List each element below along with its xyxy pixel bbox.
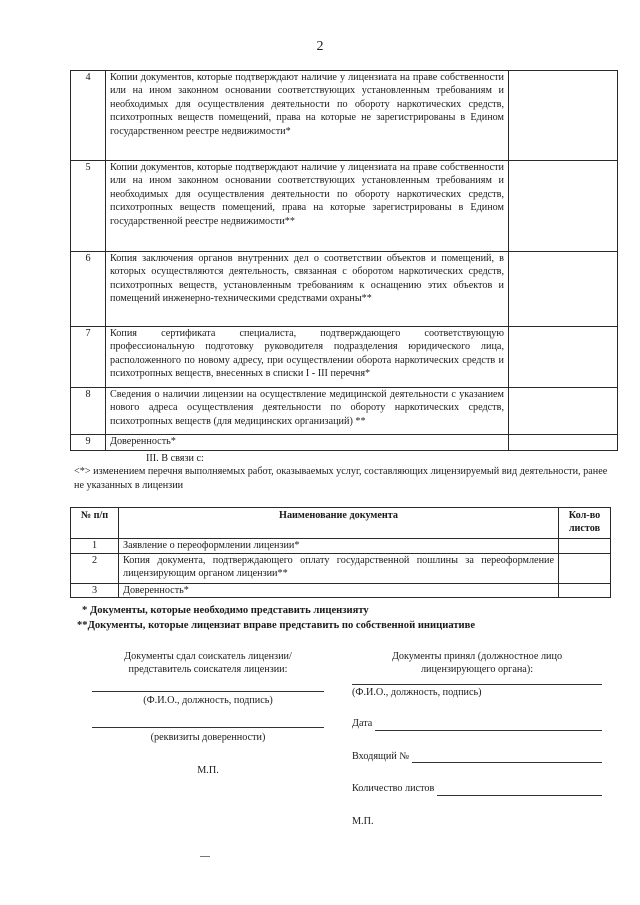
sheet-count-field	[352, 782, 602, 795]
table-row	[71, 538, 611, 553]
row-number: 1	[71, 538, 119, 553]
received-caption: Документы принял (должностное лицо лицензирующего органа):	[391, 651, 563, 676]
documents-table	[70, 70, 618, 451]
signature-line	[92, 691, 324, 692]
power-of-attorney-line	[92, 727, 324, 728]
table-row	[71, 327, 618, 388]
column-header-name: Наименование документа	[119, 508, 559, 539]
column-header-number: № п/п	[71, 508, 119, 539]
received-by-block	[352, 650, 602, 828]
table-row	[71, 435, 618, 451]
table-row	[71, 553, 611, 583]
column-header-count: Кол-во листов	[559, 508, 611, 539]
reasons-text: <*> изменением перечня выполняемых работ, оказываемых услуг, составляющих лицензируемый вид деятельности, ранее не указанных в лицензии	[74, 466, 608, 491]
submitted-caption: Документы сдал соискатель лицензии/ представитель соискателя лицензии:	[124, 651, 292, 676]
sheet-count-cell	[509, 252, 618, 327]
sheet-count-cell	[509, 71, 618, 161]
date-field	[352, 717, 602, 730]
table-row	[71, 161, 618, 252]
date-label: Дата	[352, 718, 373, 730]
row-number: 7	[71, 327, 106, 388]
reasons-section	[74, 452, 614, 492]
sheet-count-line	[437, 785, 602, 796]
sheet-count-cell	[559, 583, 611, 597]
reasons-heading: III. В связи с:	[146, 453, 204, 464]
table-row	[71, 71, 618, 161]
row-number: 9	[71, 435, 106, 451]
reissue-documents-table	[70, 507, 611, 598]
submitted-by-block	[92, 650, 324, 777]
page-number: 2	[316, 39, 324, 54]
sheet-count-label: Количество листов	[352, 783, 435, 795]
table-row	[71, 583, 611, 597]
row-number: 8	[71, 388, 106, 435]
date-line	[375, 720, 602, 731]
signature-label: (Ф.И.О., должность, подпись)	[352, 686, 482, 698]
row-number: 5	[71, 161, 106, 252]
sheet-count-cell	[509, 327, 618, 388]
document-name: Копия сертификата специалиста, подтверждающего соответствующую профессиональную подготовку руководителя подразделения юридического лица, расположенного по новому адресу, при осуществлении оборота наркотических средств и психотропных веществ, внесенных в списки I - III перечня*	[106, 327, 509, 388]
sheet-count-cell	[509, 435, 618, 451]
document-name: Копия документа, подтверждающего оплату государственной пошлины за переоформление лицензирующим органом лицензии**	[119, 553, 559, 583]
table-header-row	[71, 508, 611, 539]
signature-label: (Ф.И.О., должность, подпись)	[143, 694, 273, 706]
signature-line	[352, 684, 602, 685]
sheet-count-cell	[559, 538, 611, 553]
row-number: 3	[71, 583, 119, 597]
sheet-count-cell	[559, 553, 611, 583]
document-name: Копии документов, которые подтверждают наличие у лицензиата на праве собственности или на ином законном основании соответствующих установленным требованиям и необходимых для осуществления деятельности по обороту наркотических средств, психотропных веществ помещений, права на которые не зарегистрированы в Едином государственном реестре недвижимости*	[106, 71, 509, 161]
document-name: Копии документов, которые подтверждают наличие у лицензиата на праве собственности или на ином законном основании соответствующих установленным требованиям и необходимых для осуществления деятельности по обороту наркотических средств, психотропных веществ помещений, права на которые зарегистрированы в Едином государственной реестре недвижимости**	[106, 161, 509, 252]
document-name: Доверенность*	[119, 583, 559, 597]
footnotes	[77, 603, 476, 634]
incoming-number-line	[412, 752, 602, 763]
document-name: Сведения о наличии лицензии на осуществление медицинской деятельности с указанием нового адреса осуществления деятельности по обороту наркотических средств, психотропных веществ (для медицинских организаций) **	[106, 388, 509, 435]
stamp-placeholder: М.П.	[197, 764, 219, 776]
table-row	[71, 388, 618, 435]
incoming-number-field	[352, 750, 602, 763]
incoming-number-label: Входящий №	[352, 750, 410, 762]
row-number: 4	[71, 71, 106, 161]
sheet-count-cell	[509, 161, 618, 252]
table-row	[71, 252, 618, 327]
power-of-attorney-label: (реквизиты доверенности)	[150, 732, 266, 744]
footnote-required: * Документы, которые необходимо представить лицензияту	[82, 605, 369, 616]
row-number: 2	[71, 553, 119, 583]
stamp-placeholder: М.П.	[352, 815, 374, 827]
document-name: Копия заключения органов внутренних дел о соответствии объектов и помещений, в которых осуществляются деятельность, связанная с оборотом наркотических средств, психотропных веществ, установленным требованиям к оснащению этих объектов и помещений инженерно-техническими средствами охраны**	[106, 252, 509, 327]
scan-mark	[200, 856, 210, 857]
document-name: Доверенность*	[106, 435, 509, 451]
row-number: 6	[71, 252, 106, 327]
document-name: Заявление о переоформлении лицензии*	[119, 538, 559, 553]
sheet-count-cell	[509, 388, 618, 435]
footnote-optional: **Документы, которые лицензиат вправе представить по собственной инициативе	[77, 620, 476, 632]
